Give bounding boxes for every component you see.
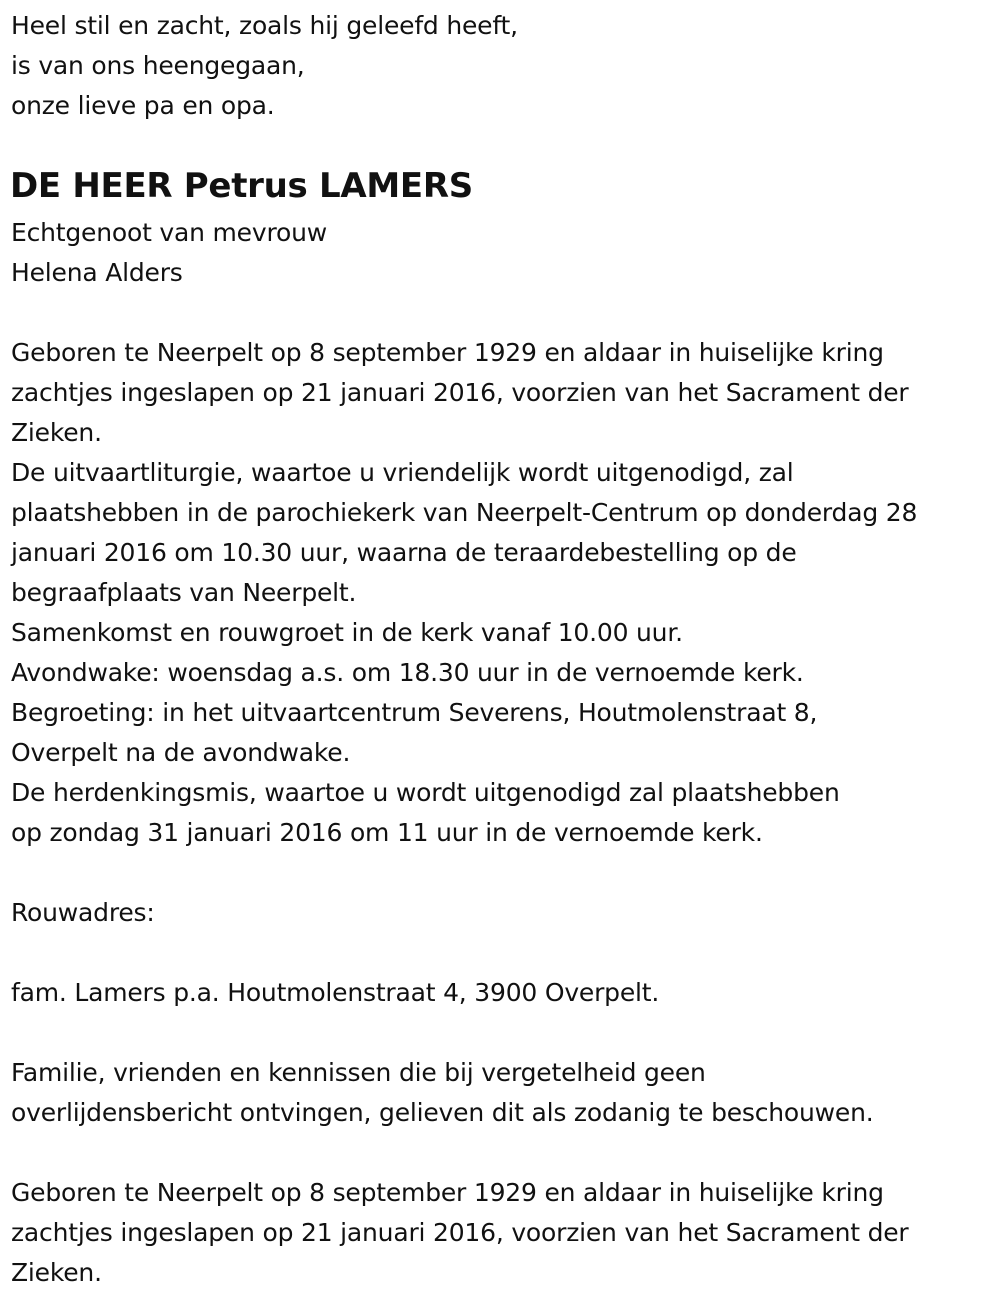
address-label: Rouwadres: xyxy=(11,898,155,927)
address-value: fam. Lamers p.a. Houtmolenstraat 4, 3900 Overpelt. xyxy=(11,978,660,1007)
details-line: op zondag 31 januari 2016 om 11 uur in de vernoemde kerk. xyxy=(11,818,763,847)
intro-line: onze lieve pa en opa. xyxy=(11,91,275,120)
details-line: Avondwake: woensdag a.s. om 18.30 uur in de vernoemde kerk. xyxy=(11,658,804,687)
spouse-line: Helena Alders xyxy=(11,258,183,287)
details-line: begraafplaats van Neerpelt. xyxy=(11,578,357,607)
details-line: De herdenkingsmis, waartoe u wordt uitgenodigd zal plaatshebben xyxy=(11,778,840,807)
details-line: zachtjes ingeslapen op 21 januari 2016, voorzien van het Sacrament der xyxy=(11,378,909,407)
details-line: plaatshebben in de parochiekerk van Neerpelt-Centrum op donderdag 28 xyxy=(11,498,918,527)
spouse-line: Echtgenoot van mevrouw xyxy=(11,218,327,247)
deceased-name-heading: DE HEER Petrus LAMERS xyxy=(10,166,473,206)
notice-line: Familie, vrienden en kennissen die bij vergetelheid geen xyxy=(11,1058,706,1087)
repeat-line: Geboren te Neerpelt op 8 september 1929 en aldaar in huiselijke kring xyxy=(11,1178,884,1207)
details-line: Geboren te Neerpelt op 8 september 1929 en aldaar in huiselijke kring xyxy=(11,338,884,367)
details-line: Samenkomst en rouwgroet in de kerk vanaf 10.00 uur. xyxy=(11,618,683,647)
details-line: januari 2016 om 10.30 uur, waarna de teraardebestelling op de xyxy=(11,538,797,567)
intro-line: is van ons heengegaan, xyxy=(11,51,305,80)
details-line: De uitvaartliturgie, waartoe u vriendelijk wordt uitgenodigd, zal xyxy=(11,458,794,487)
repeat-line: zachtjes ingeslapen op 21 januari 2016, voorzien van het Sacrament der xyxy=(11,1218,909,1247)
details-line: Begroeting: in het uitvaartcentrum Severens, Houtmolenstraat 8, xyxy=(11,698,818,727)
details-line: Zieken. xyxy=(11,418,102,447)
intro-line: Heel stil en zacht, zoals hij geleefd heeft, xyxy=(11,11,518,40)
notice-line: overlijdensbericht ontvingen, gelieven dit als zodanig te beschouwen. xyxy=(11,1098,874,1127)
details-line: Overpelt na de avondwake. xyxy=(11,738,351,767)
repeat-line: Zieken. xyxy=(11,1258,102,1287)
